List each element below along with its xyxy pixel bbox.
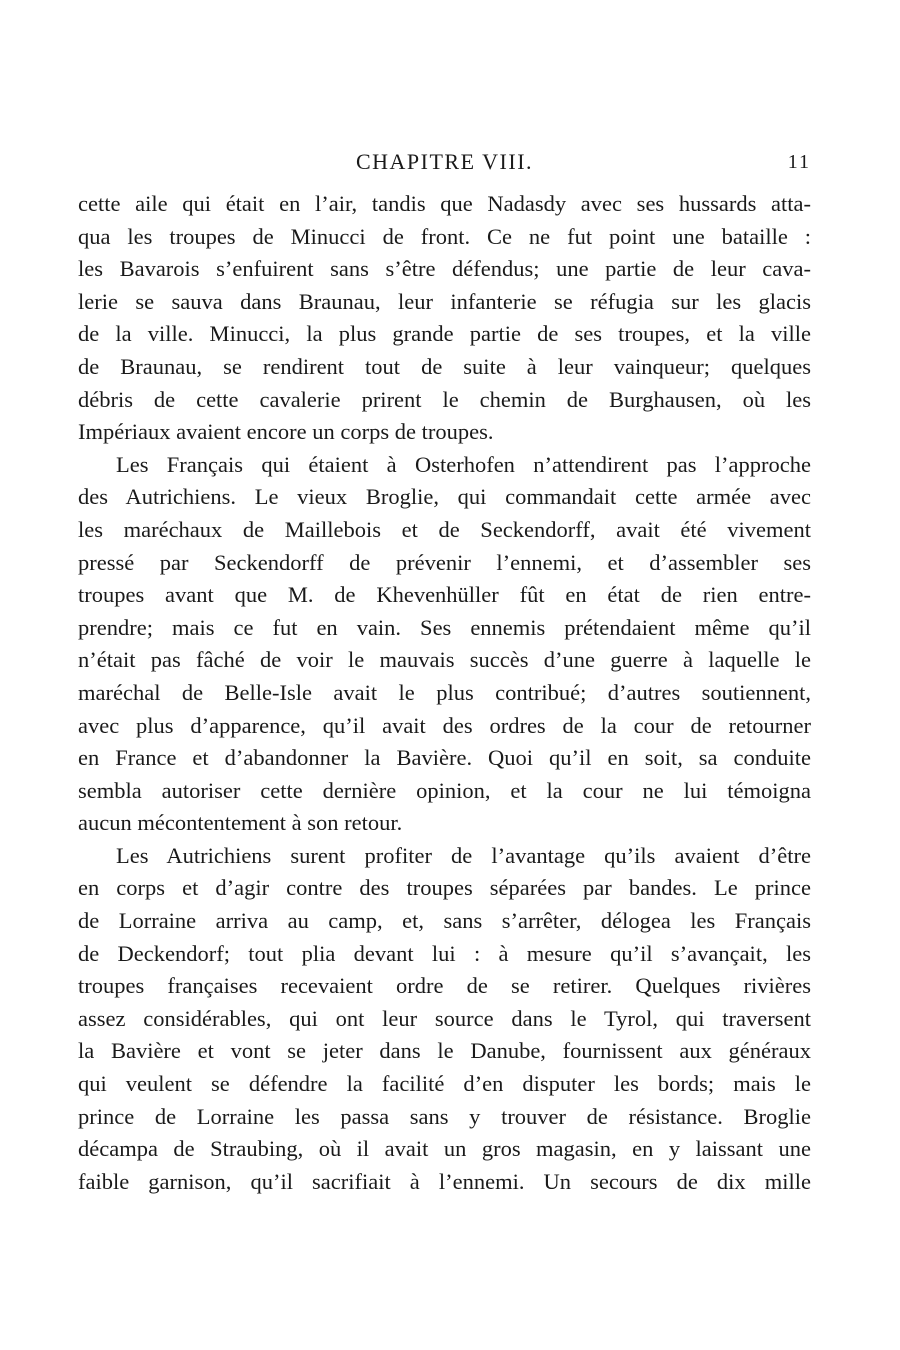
text-line: n’était pas fâché de voir le mauvais succès d’une guerre à laquelle le [78, 647, 811, 673]
text-line: aucun mécontentement à son retour. [78, 810, 403, 836]
text-line: prince de Lorraine les passa sans y trouver de résistance. Broglie [78, 1103, 811, 1129]
text-line: des Autrichiens. Le vieux Broglie, qui commandait cette armée avec [78, 484, 811, 510]
text-line: en corps et d’agir contre des troupes séparées par bandes. Le prince [78, 875, 811, 901]
text-line: assez considérables, qui ont leur source dans le Tyrol, qui traversent [78, 1005, 811, 1031]
text-line: prendre; mais ce fut en vain. Ses ennemis prétendaient même qu’il [78, 614, 811, 640]
text-line: de Lorraine arriva au camp, et, sans s’arrêter, délogea les Français [78, 908, 811, 934]
text-line: de Deckendorf; tout plia devant lui : à mesure qu’il s’avançait, les [78, 940, 811, 966]
text-line: sembla autoriser cette dernière opinion, et la cour ne lui témoigna [78, 777, 811, 803]
text-line: de Braunau, se rendirent tout de suite à leur vainqueur; quelques [78, 353, 811, 379]
body-text [78, 188, 811, 1198]
text-line: la Bavière et vont se jeter dans le Danube, fournissent aux généraux [78, 1038, 811, 1064]
running-head [78, 146, 811, 178]
text-line: faible garnison, qu’il sacrifiait à l’ennemi. Un secours de dix mille [78, 1168, 811, 1194]
text-line: qua les troupes de Minucci de front. Ce ne fut point une bataille : [78, 223, 811, 249]
page-number: 11 [787, 151, 811, 173]
text-line: maréchal de Belle-Isle avait le plus contribué; d’autres soutiennent, [78, 679, 811, 705]
text-line: Les Français qui étaient à Osterhofen n’attendirent pas l’approche [116, 451, 811, 477]
text-line: pressé par Seckendorff de prévenir l’ennemi, et d’assembler ses [78, 549, 811, 575]
text-line: les maréchaux de Maillebois et de Seckendorff, avait été vivement [78, 516, 811, 542]
text-line: de la ville. Minucci, la plus grande partie de ses troupes, et la ville [78, 321, 811, 347]
text-line: les Bavarois s’enfuirent sans s’être défendus; une partie de leur cava- [78, 256, 811, 282]
text-line: Impériaux avaient encore un corps de troupes. [78, 419, 494, 445]
text-line: troupes avant que M. de Khevenhüller fût en état de rien entre- [78, 582, 811, 608]
text-line: lerie se sauva dans Braunau, leur infanterie se réfugia sur les glacis [78, 288, 811, 314]
text-line: troupes françaises recevaient ordre de se retirer. Quelques rivières [78, 973, 811, 999]
text-line: Les Autrichiens surent profiter de l’avantage qu’ils avaient d’être [116, 842, 811, 868]
text-line: en France et d’abandonner la Bavière. Quoi qu’il en soit, sa conduite [78, 745, 811, 771]
text-line: débris de cette cavalerie prirent le chemin de Burghausen, où les [78, 386, 811, 412]
text-line: décampa de Straubing, où il avait un gros magasin, en y laissant une [78, 1136, 811, 1162]
text-line: qui veulent se défendre la facilité d’en disputer les bords; mais le [78, 1071, 811, 1097]
text-line: cette aile qui était en l’air, tandis que Nadasdy avec ses hussards atta- [78, 191, 811, 216]
chapter-title: CHAPITRE VIII. [355, 149, 534, 174]
text-line: avec plus d’apparence, qu’il avait des ordres de la cour de retourner [78, 712, 811, 738]
